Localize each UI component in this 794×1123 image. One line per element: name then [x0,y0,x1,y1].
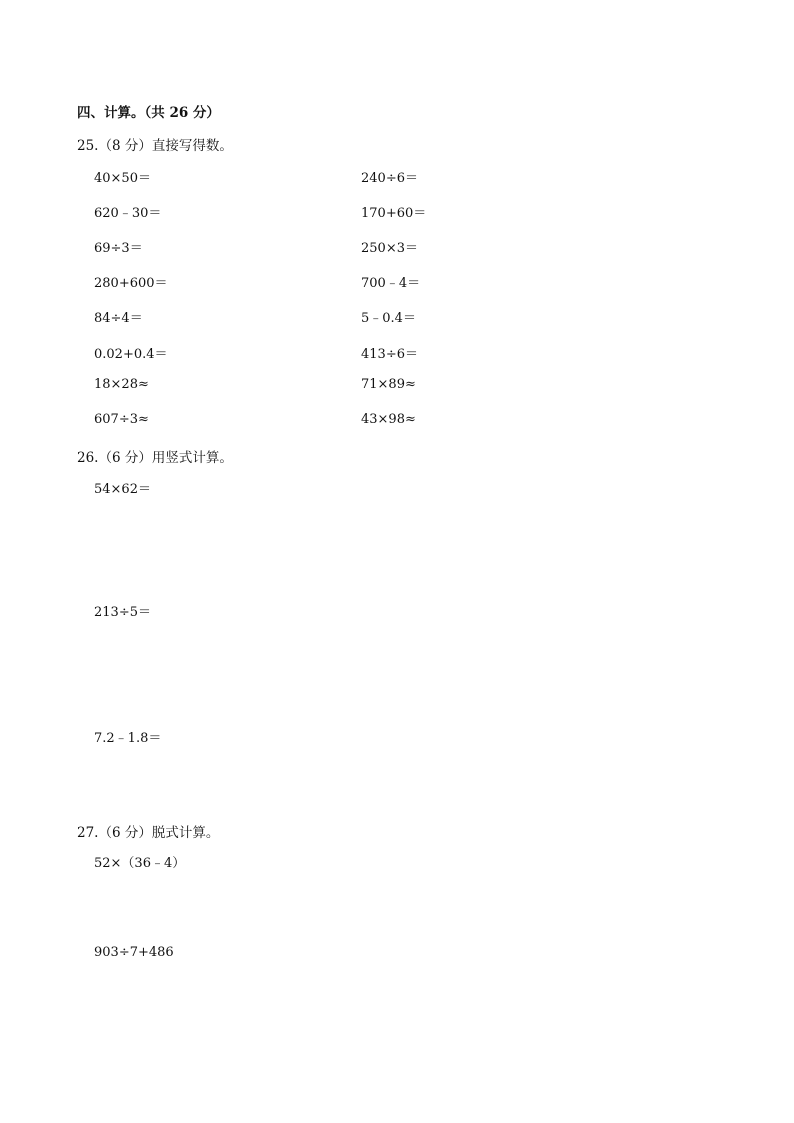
q25-item-left-5: 84÷4＝ [94,311,143,326]
q25-item-right-5: 5﹣0.4＝ [361,311,416,326]
q26-item-1: 54×62＝ [94,482,151,497]
q25-item-left-7: 18×28≈ [94,377,149,392]
q25-item-left-8: 607÷3≈ [94,412,149,427]
question-26-title: 26.（6 分）用竖式计算。 [77,450,233,466]
question-27-title: 27.（6 分）脱式计算。 [77,825,220,841]
q25-item-right-1: 240÷6＝ [361,171,418,186]
q25-item-left-6: 0.02+0.4＝ [94,347,168,362]
q26-item-3: 7.2﹣1.8＝ [94,731,162,746]
q25-item-right-8: 43×98≈ [361,412,416,427]
q25-item-right-2: 170+60＝ [361,206,427,221]
q27-item-1: 52×（36﹣4） [94,856,186,871]
q27-item-2: 903÷7+486 [94,945,174,960]
section-heading: 四、计算。（共 26 分） [77,105,220,121]
q25-item-right-3: 250×3＝ [361,241,418,256]
q25-item-right-6: 413÷6＝ [361,347,418,362]
q26-item-2: 213÷5＝ [94,605,151,620]
q25-item-right-7: 71×89≈ [361,377,416,392]
q25-item-right-4: 700﹣4＝ [361,276,421,291]
q25-item-left-1: 40×50＝ [94,171,151,186]
q25-item-left-4: 280+600＝ [94,276,168,291]
q25-item-left-2: 620﹣30＝ [94,206,162,221]
question-25-title: 25.（8 分）直接写得数。 [77,138,233,154]
q25-item-left-3: 69÷3＝ [94,241,143,256]
